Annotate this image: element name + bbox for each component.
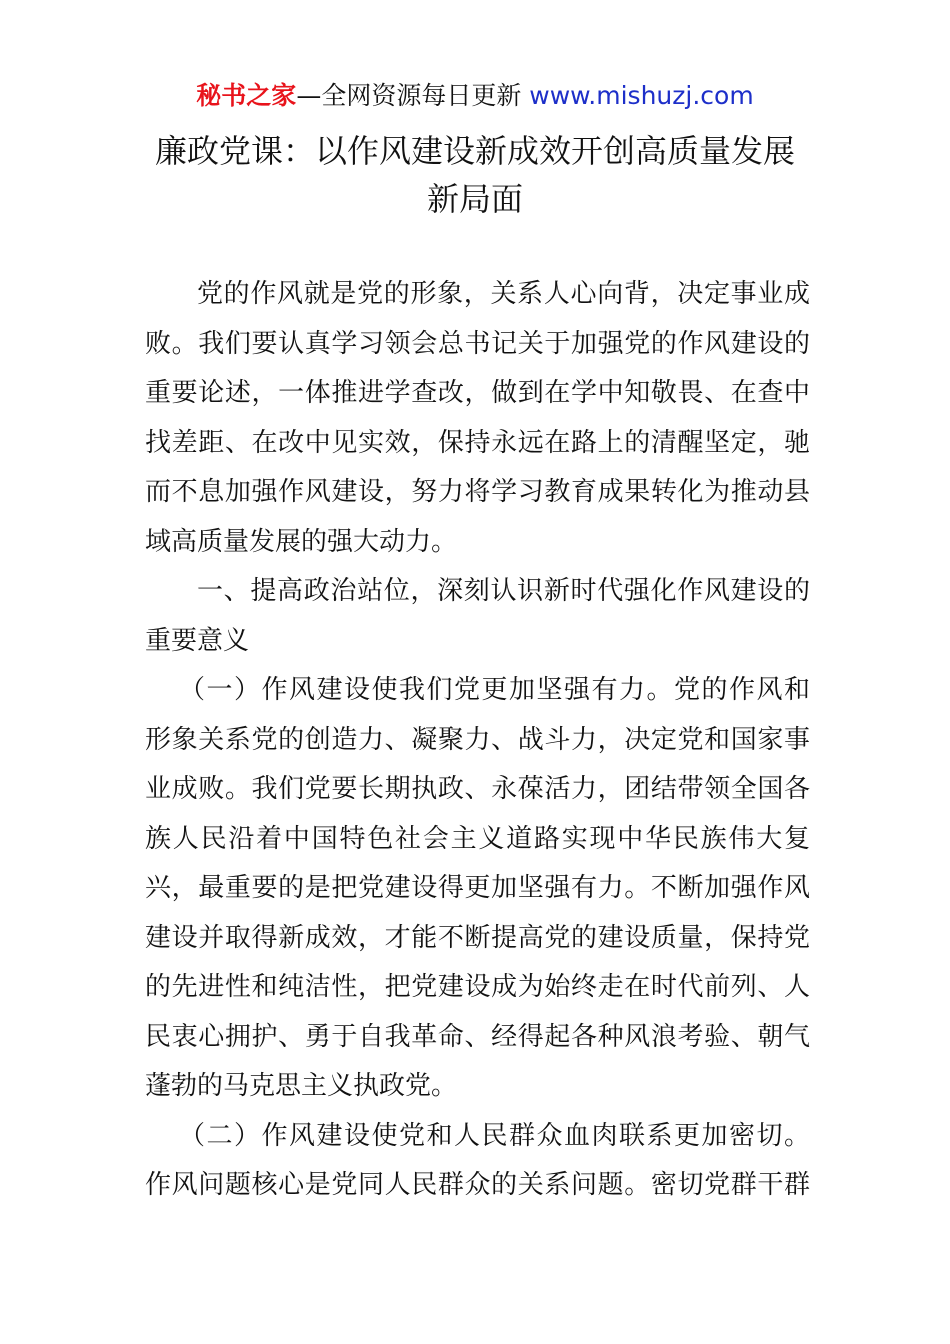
text-line: 域高质量发展的强大动力。	[145, 526, 458, 557]
subsection-paragraph-2	[145, 1112, 810, 1211]
text-line: 形象关系党的创造力、凝聚力、战斗力，决定党和国家事	[145, 724, 810, 755]
section-heading-1	[145, 567, 810, 666]
text-line: 族人民沿着中国特色社会主义道路实现中华民族伟大复	[145, 823, 810, 854]
site-brand: 秘书之家	[196, 81, 297, 110]
text-line: 重要论述，一体推进学查改，做到在学中知敬畏、在查中	[145, 378, 810, 408]
heading-line: 一、提高政治站位，深刻认识新时代强化作风建设的	[197, 576, 810, 606]
text-line: 找差距、在改中见实效，保持永远在路上的清醒坚定，驰	[145, 427, 810, 458]
text-line: （二）作风建设使党和人民群众血肉联系更加密切。	[179, 1120, 810, 1151]
text-line: 建设并取得新成效，才能不断提高党的建设质量，保持党	[145, 922, 810, 953]
intro-paragraph	[145, 270, 810, 567]
text-line: 兴，最重要的是把党建设得更加坚强有力。不断加强作风	[145, 873, 810, 903]
text-line: 作风问题核心是党同人民群众的关系问题。密切党群干群	[145, 1170, 810, 1200]
text-line: 败。我们要认真学习领会总书记关于加强党的作风建设的	[145, 328, 810, 359]
site-tagline: —全网资源每日更新	[296, 81, 530, 110]
document-title	[145, 127, 805, 223]
document-body	[145, 270, 810, 1211]
text-line: 民衷心拥护、勇于自我革命、经得起各种风浪考验、朝气	[145, 1021, 810, 1052]
subsection-paragraph-1	[145, 666, 810, 1112]
text-line: 的先进性和纯洁性，把党建设成为始终走在时代前列、人	[145, 972, 810, 1002]
site-url-link[interactable]: www.mishuzj.com	[529, 81, 754, 110]
text-line: 业成败。我们党要长期执政、永葆活力，团结带领全国各	[145, 774, 810, 804]
heading-line: 重要意义	[145, 625, 250, 656]
document-title-line-1: 廉政党课：以作风建设新成效开创高质量发展	[154, 132, 795, 170]
document-title-line-2: 新局面	[426, 180, 523, 218]
text-line: 党的作风就是党的形象，关系人心向背，决定事业成	[197, 279, 810, 309]
text-line: （一）作风建设使我们党更加坚强有力。党的作风和	[179, 675, 810, 705]
site-header	[0, 80, 950, 112]
text-line: 而不息加强作风建设，努力将学习教育成果转化为推动县	[145, 477, 810, 507]
text-line: 蓬勃的马克思主义执政党。	[145, 1071, 458, 1101]
